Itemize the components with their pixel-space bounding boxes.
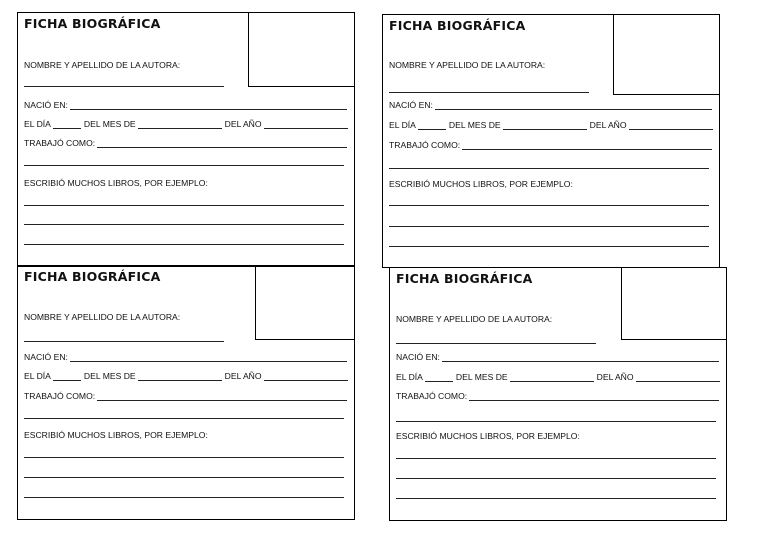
born-row: NACIÓ EN:: [24, 99, 347, 110]
worked-row: TRABAJÓ COMO:: [24, 137, 347, 148]
worked-line-2[interactable]: [396, 421, 716, 422]
books-label: ESCRIBIÓ MUCHOS LIBROS, POR EJEMPLO:: [24, 430, 208, 440]
day-line[interactable]: [418, 120, 446, 130]
card-title: FICHA BIOGRÁFICA: [24, 16, 161, 31]
bio-card-3: [17, 266, 355, 520]
photo-box: [621, 267, 727, 340]
books-line-2[interactable]: [24, 477, 344, 478]
worked-line-2[interactable]: [24, 165, 344, 166]
date-row: EL DÍA DEL MES DE DEL AÑO: [24, 370, 348, 381]
worked-row: TRABAJÓ COMO:: [24, 390, 347, 401]
bio-card-1: [17, 12, 355, 266]
born-line[interactable]: [442, 352, 719, 362]
books-line-1[interactable]: [396, 458, 716, 459]
author-name-line[interactable]: [24, 86, 224, 87]
card-title: FICHA BIOGRÁFICA: [24, 269, 161, 284]
year-line[interactable]: [629, 120, 713, 130]
worked-row: TRABAJÓ COMO:: [396, 390, 719, 401]
date-row: EL DÍA DEL MES DE DEL AÑO: [396, 371, 720, 382]
author-label: NOMBRE Y APELLIDO DE LA AUTORA:: [396, 314, 553, 324]
worked-line[interactable]: [97, 138, 347, 148]
worked-line[interactable]: [97, 391, 347, 401]
card-title: FICHA BIOGRÁFICA: [396, 271, 533, 286]
worked-line[interactable]: [462, 140, 712, 150]
year-line[interactable]: [636, 372, 720, 382]
year-line[interactable]: [264, 371, 348, 381]
day-line[interactable]: [425, 372, 453, 382]
bio-card-2: [382, 14, 720, 268]
books-label: ESCRIBIÓ MUCHOS LIBROS, POR EJEMPLO:: [389, 179, 573, 189]
month-line[interactable]: [503, 120, 587, 130]
author-name-line[interactable]: [396, 343, 596, 344]
worked-row: TRABAJÓ COMO:: [389, 139, 712, 150]
author-label: NOMBRE Y APELLIDO DE LA AUTORA:: [389, 60, 546, 70]
date-row: EL DÍA DEL MES DE DEL AÑO: [24, 118, 348, 129]
books-line-3[interactable]: [396, 498, 716, 499]
born-line[interactable]: [435, 100, 712, 110]
books-line-2[interactable]: [24, 224, 344, 225]
author-label: NOMBRE Y APELLIDO DE LA AUTORA:: [24, 60, 181, 70]
books-line-3[interactable]: [389, 246, 709, 247]
books-line-1[interactable]: [24, 457, 344, 458]
born-line[interactable]: [70, 100, 347, 110]
author-name-line[interactable]: [389, 92, 589, 93]
born-row: NACIÓ EN:: [396, 351, 719, 362]
books-line-1[interactable]: [389, 205, 709, 206]
author-name-line[interactable]: [24, 341, 224, 342]
year-line[interactable]: [264, 119, 348, 129]
books-label: ESCRIBIÓ MUCHOS LIBROS, POR EJEMPLO:: [396, 431, 580, 441]
author-label: NOMBRE Y APELLIDO DE LA AUTORA:: [24, 312, 181, 322]
month-line[interactable]: [138, 119, 222, 129]
photo-box: [255, 266, 355, 340]
month-line[interactable]: [510, 372, 594, 382]
born-row: NACIÓ EN:: [389, 99, 712, 110]
books-line-3[interactable]: [24, 244, 344, 245]
worked-line[interactable]: [469, 391, 719, 401]
worked-line-2[interactable]: [24, 418, 344, 419]
photo-box: [248, 12, 355, 87]
photo-box: [613, 14, 720, 95]
bio-card-4: [389, 267, 727, 521]
books-line-3[interactable]: [24, 497, 344, 498]
books-line-2[interactable]: [396, 478, 716, 479]
books-line-2[interactable]: [389, 226, 709, 227]
books-label: ESCRIBIÓ MUCHOS LIBROS, POR EJEMPLO:: [24, 178, 208, 188]
born-row: NACIÓ EN:: [24, 351, 347, 362]
month-line[interactable]: [138, 371, 222, 381]
books-line-1[interactable]: [24, 205, 344, 206]
day-line[interactable]: [53, 119, 81, 129]
card-title: FICHA BIOGRÁFICA: [389, 18, 526, 33]
day-line[interactable]: [53, 371, 81, 381]
date-row: EL DÍA DEL MES DE DEL AÑO: [389, 119, 713, 130]
worked-line-2[interactable]: [389, 168, 709, 169]
born-line[interactable]: [70, 352, 347, 362]
